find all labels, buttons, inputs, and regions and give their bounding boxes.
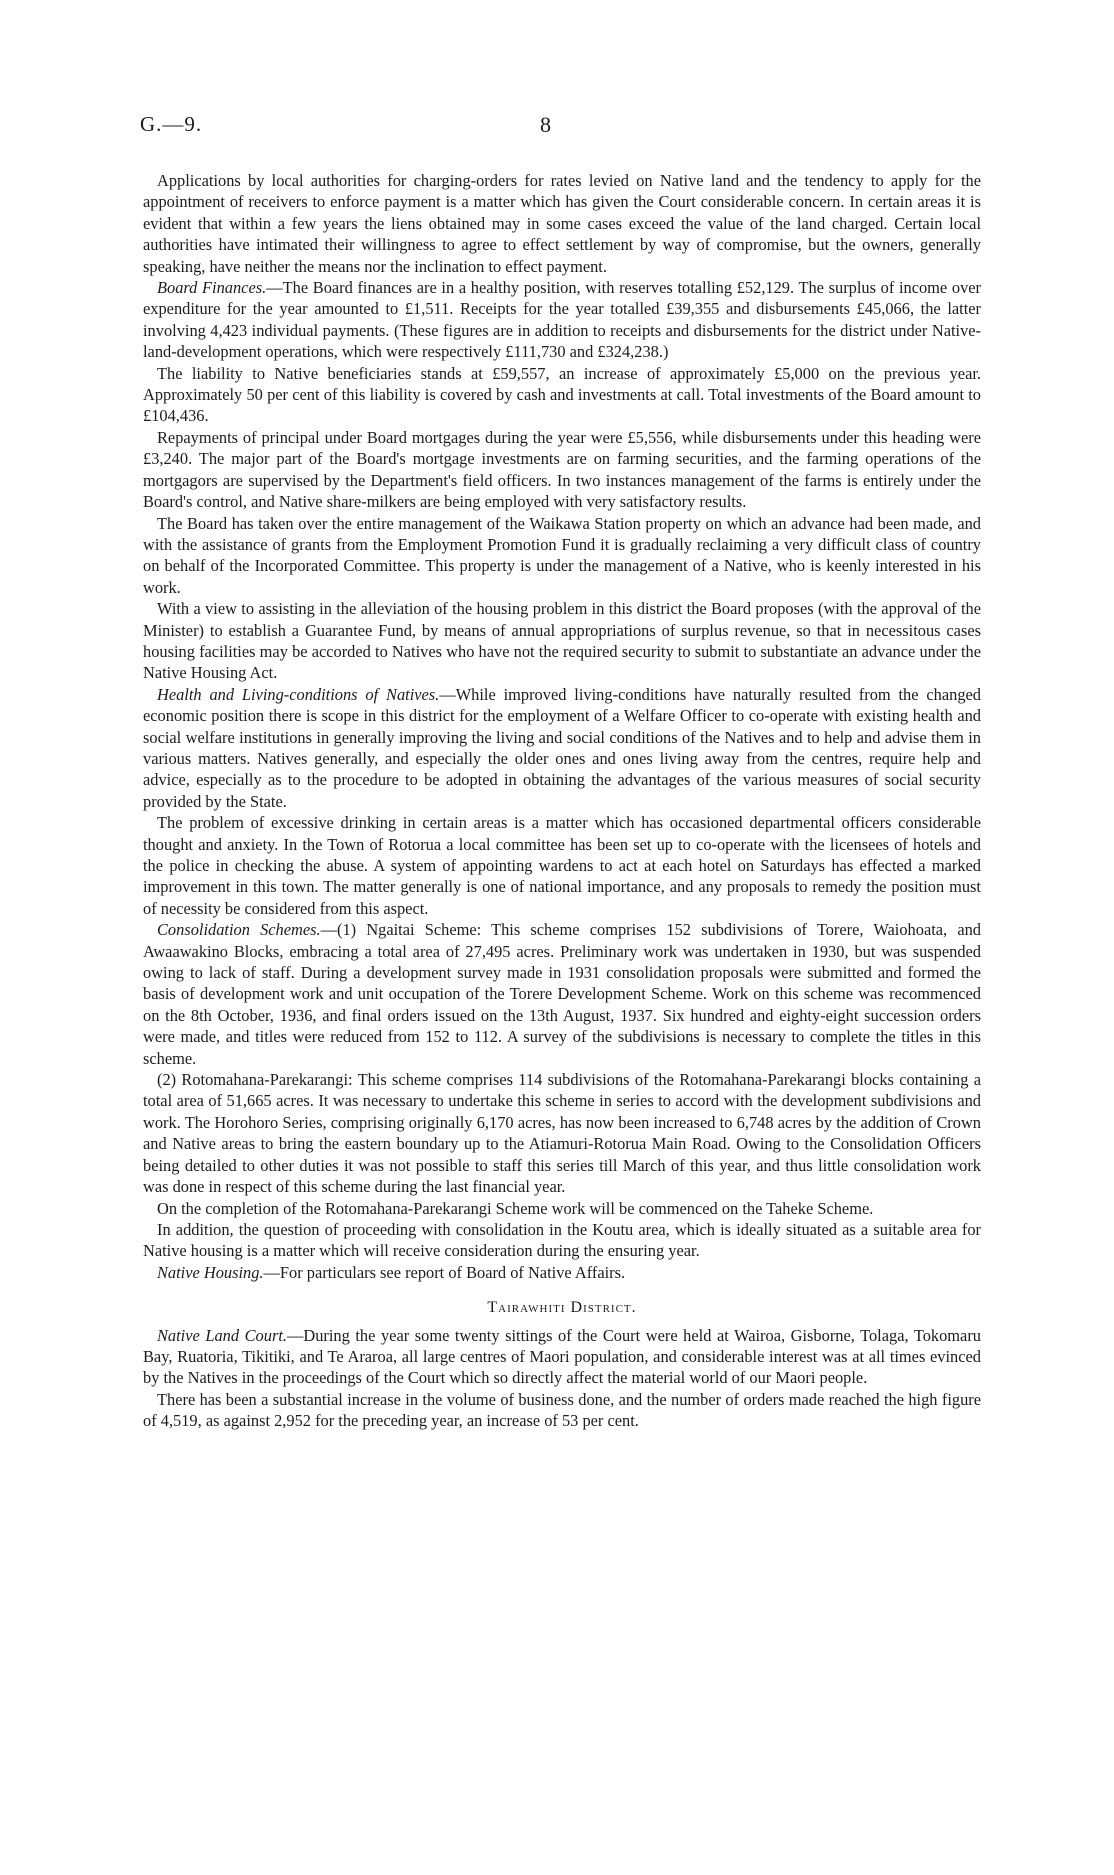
paragraph: There has been a substantial increase in the volume of business done, and the number of orders made reached the high figure of 4,519, as against 2,952 for the preceding year, an increase of 53 per cent. [143,1389,981,1431]
paragraph-lead: Consolidation Schemes. [157,920,321,940]
paragraph: In addition, the question of proceeding with consolidation in the Koutu area, which is ideally situated as a suitable area for Native housing is a matter which will receive consideration during the ensuring year. [143,1219,981,1261]
paragraph-board-finances: Board Finances.—The Board finances are in a healthy position, with reserves totalling £52,129. The surplus of income over expenditure for the year amounted to £1,511. Receipts for the year totalled £39,355 and disbursements £45,066, the latter involving 4,423 individual payments. (These figures are in addition to receipts and disbursements for the district under Native-land-development operations, which were respectively £111,730 and £324,238.) [143,278,981,362]
paragraph: With a view to assisting in the alleviation of the housing problem in this district the Board proposes (with the approval of the Minister) to establish a Guarantee Fund, by means of annual appropriations of surplus revenue, so that in necessitous cases housing facilities may be accorded to Natives who have not the required security to submit to substantiate an advance under the Native Housing Act. [143,599,981,683]
paragraph: The Board has taken over the entire management of the Waikawa Station property on which an advance had been made, and with the assistance of grants from the Employment Promotion Fund it is gradually reclaiming a very difficult class of country on behalf of the Incorporated Committee. This property is under the management of a Native, who is keenly interested in his work. [143,513,981,597]
body-text [143,170,981,1432]
paragraph: Applications by local authorities for charging-orders for rates levied on Native land and the tendency to apply for the appointment of receivers to enforce payment is a matter which has given the Court considerable concern. In certain areas it is evident that within a few years the liens obtained may in some cases exceed the value of the land charged. Certain local authorities have intimated their willingness to agree to effect settlement by way of compromise, but the owners, generally speaking, have neither the means nor the inclination to effect payment. [143,171,981,276]
paragraph-consolidation: Consolidation Schemes.—(1) Ngaitai Scheme: This scheme comprises 152 subdivisions of Torere, Waiohoata, and Awaawakino Blocks, embracing a total area of 27,495 acres. Preliminary work was undertaken in 1930, but was suspended owing to lack of staff. During a development survey made in 1931 consolidation proposals were submitted and formed the basis of development work and unit occupation of the Torere Development Scheme. Work on this scheme was recommenced on the 8th October, 1936, and final orders issued on the 13th August, 1937. Six hundred and eighty-eight succession orders were made, and titles were reduced from 152 to 112. A survey of the subdivisions is necessary to complete the titles in this scheme. [143,920,982,1068]
paragraph: On the completion of the Rotomahana-Parekarangi Scheme work will be commenced on the Taheke Scheme. [157,1198,874,1218]
paragraph-lead: Health and Living-conditions of Natives. [157,684,440,704]
paragraph: (2) Rotomahana-Parekarangi: This scheme comprises 114 subdivisions of the Rotomahana-Parekarangi blocks containing a total area of 51,665 acres. It was necessary to undertake this scheme in series to accord with the development subdivisions and work. The Horohoro Series, comprising originally 6,170 acres, has now been increased to 6,748 acres by the addition of Crown and Native areas to bring the eastern boundary up to the Atiamuri-Rotorua Main Road. Owing to the Consolidation Officers being detailed to other duties it was not possible to staff this series till March of this year, and thus little consolidation work was done in respect of this scheme during the last financial year. [143,1070,981,1197]
paragraph-health: Health and Living-conditions of Natives.—While improved living-conditions have naturally resulted from the changed economic position there is scope in this district for the employment of a Welfare Officer to co-operate with existing health and social welfare institutions in generally improving the living and social conditions of the Natives and to help and advise them in various matters. Natives generally, and especially the older ones and ones living away from the centres, require help and advice, especially as to the procedure to be adopted in obtaining the advantages of the various measures of social security provided by the State. [143,684,981,811]
section-heading: Tairawhiti District. [487,1299,637,1317]
paragraph: The problem of excessive drinking in certain areas is a matter which has occasioned departmental officers considerable thought and anxiety. In the Town of Rotorua a local committee has been set up to co-operate with the licensees of hotels and the police in checking the abuse. A system of appointing wardens to act at each hotel on Saturdays has effected a marked improvement in this town. The matter generally is one of national importance, and any proposals to remedy the position must of necessity be considered from this aspect. [143,813,981,918]
page-reference: G.—9. [140,112,203,136]
paragraph-lead: Board Finances. [157,278,267,298]
paragraph-lead: Native Housing. [157,1262,264,1282]
paragraph-lead: Native Land Court. [157,1325,287,1345]
page-number: 8 [540,112,551,137]
paragraph-native-housing: Native Housing.—For particulars see report of Board of Native Affairs. [157,1262,626,1282]
paragraph: The liability to Native beneficiaries stands at £59,557, an increase of approximately £5,000 on the previous year. Approximately 50 per cent of this liability is covered by cash and investments at call. Total investments of the Board amount to £104,436. [143,363,981,426]
paragraph: Repayments of principal under Board mortgages during the year were £5,556, while disbursements under this heading were £3,240. The major part of the Board's mortgage investments are on farming securities, and the farming operations of the mortgagors are supervised by the Department's field officers. In two instances management of the farms is entirely under the Board's control, and Native share-milkers are being employed with very satisfactory results. [143,427,981,512]
paragraph-native-land-court: Native Land Court.—During the year some twenty sittings of the Court were held at Wairoa, Gisborne, Tolaga, Tokomaru Bay, Ruatoria, Tikitiki, and Te Araroa, all large centres of Maori population, and considerable interest was at all times evinced by the Natives in the proceedings of the Court which so directly affect the material world of our Maori people. [143,1325,981,1388]
